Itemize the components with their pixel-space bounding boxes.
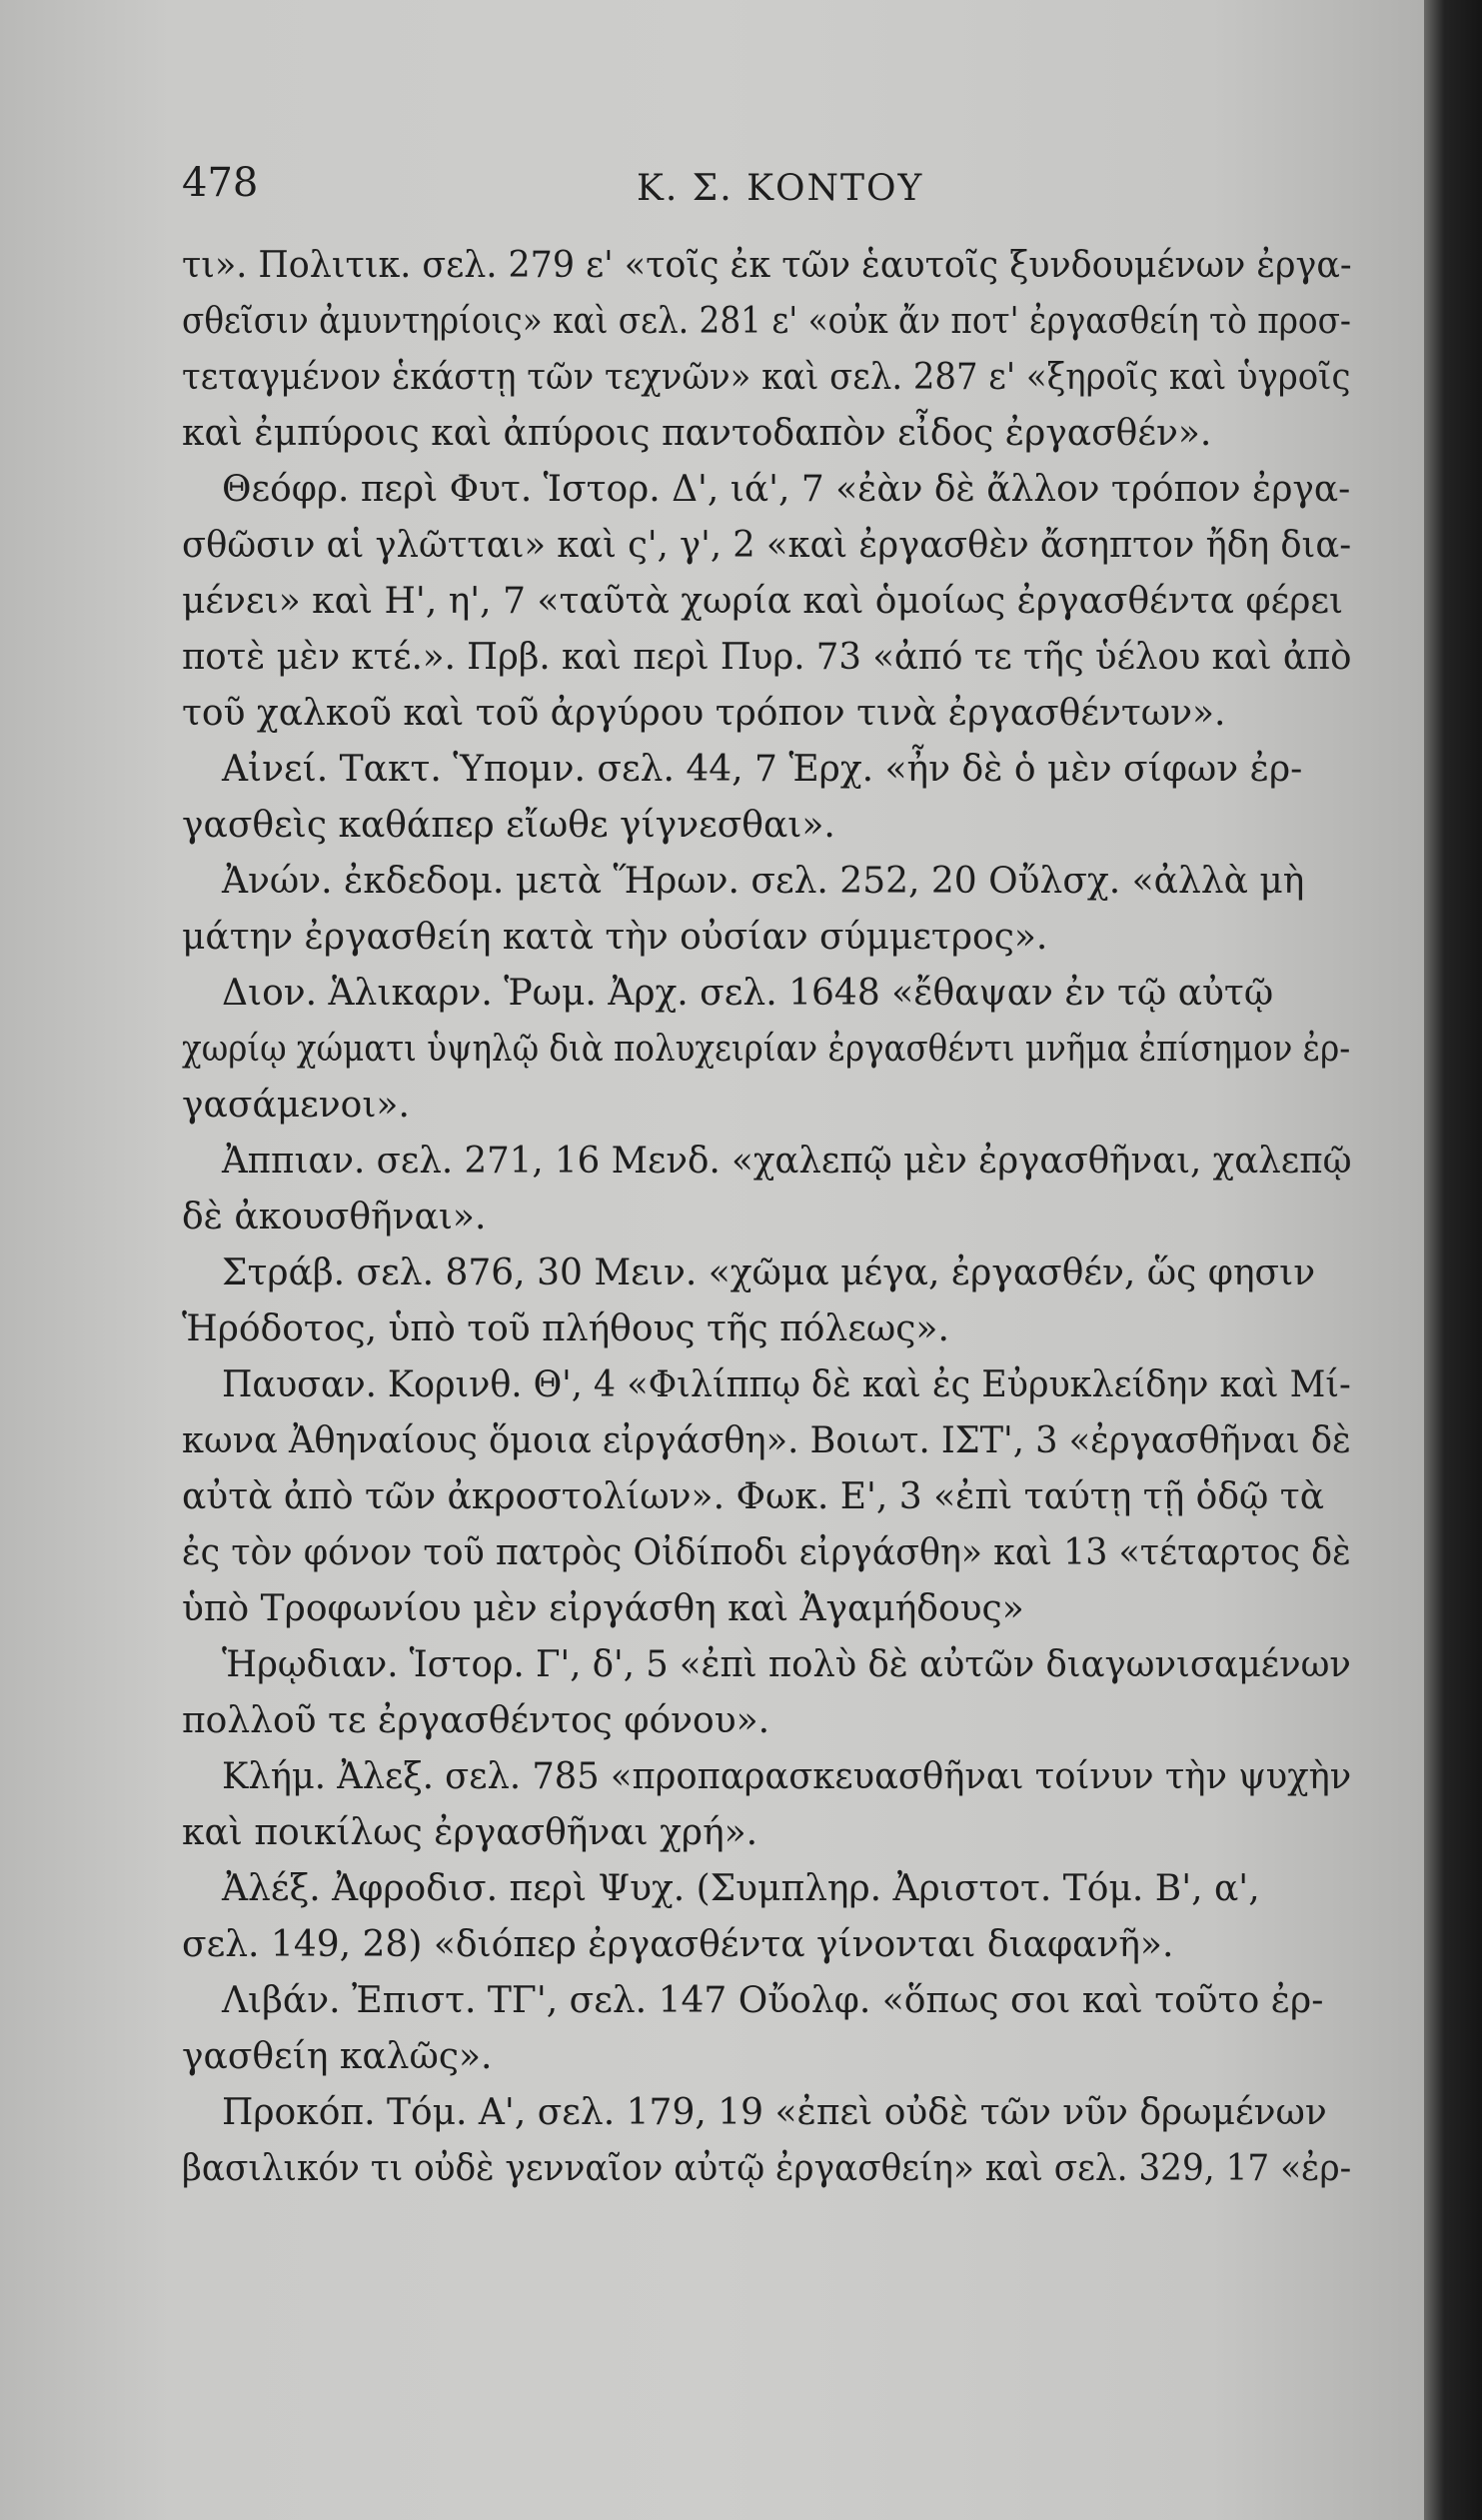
text-line: ὑπὸ Τροφωνίου μὲν εἰργάσθη καὶ Ἀγαμήδους» <box>182 1588 1024 1629</box>
text-line: σελ. 149, 28) «διόπερ ἐργασθέντα γίνονται διαφανῆ». <box>182 1924 1174 1965</box>
text-line: ἐς τὸν φόνον τοῦ πατρὸς Οἰδίποδι εἰργάσθη» καὶ 13 «τέταρτος δὲ <box>182 1532 1351 1573</box>
text-line: σθεῖσιν ἀμυντηρίοις» καὶ σελ. 281 ε' «οὐκ ἄν ποτ' ἐργασθείη τὸ προσ- <box>182 301 1351 342</box>
page-number: 478 <box>182 160 259 206</box>
text-line: γασάμενοι». <box>182 1085 410 1126</box>
text-line: Ἀνών. ἐκδεδομ. μετὰ Ἥρων. σελ. 252, 20 Οὔλσχ. «ἀλλὰ μὴ <box>222 861 1305 902</box>
text-line: βασιλικόν τι οὐδὲ γενναῖον αὐτῷ ἐργασθείη» καὶ σελ. 329, 17 «ἐρ- <box>182 2148 1352 2189</box>
text-line: Στράβ. σελ. 876, 30 Μειν. «χῶμα μέγα, ἐργασθέν, ὥς φησιν <box>222 1253 1316 1293</box>
text-line: γασθείη καλῶς». <box>182 2036 493 2077</box>
text-line: μένει» καὶ Η', η', 7 «ταῦτὰ χωρία καὶ ὁμοίως ἐργασθέντα φέρει <box>182 581 1344 622</box>
text-line: Κλήμ. Ἀλεξ. σελ. 785 «προπαρασκευασθῆναι τοίνυν τὴν ψυχὴν <box>222 1756 1352 1797</box>
text-line: Ἡρόδοτος, ὑπὸ τοῦ πλήθους τῆς πόλεως». <box>182 1308 949 1349</box>
text-line: γασθεὶς καθάπερ εἴωθε γίγνεσθαι». <box>182 805 835 846</box>
text-line: σθῶσιν αἱ γλῶτται» καὶ ς', γ', 2 «καὶ ἐργασθὲν ἄσηπτον ἤδη δια- <box>182 525 1352 566</box>
text-line: τοῦ χαλκοῦ καὶ τοῦ ἀργύρου τρόπον τινὰ ἐργασθέντων». <box>182 693 1226 734</box>
text-line: Θεόφρ. περὶ Φυτ. Ἱστορ. Δ', ιά', 7 «ἐὰν δὲ ἄλλον τρόπον ἐργα- <box>222 469 1351 510</box>
page-header <box>182 160 1261 220</box>
text-line: μάτην ἐργασθείη κατὰ τὴν οὐσίαν σύμμετρος». <box>182 917 1048 958</box>
text-line: χωρίῳ χώματι ὑψηλῷ διὰ πολυχειρίαν ἐργασθέντι μνῆμα ἐπίσημον ἐρ- <box>182 1029 1351 1070</box>
running-head: Κ. Σ. ΚΟΝΤΟΥ <box>637 168 924 209</box>
text-line: τεταγμένον ἑκάστῃ τῶν τεχνῶν» καὶ σελ. 287 ε' «ξηροῖς καὶ ὑγροῖς <box>182 357 1351 398</box>
text-line: καὶ ἐμπύροις καὶ ἀπύροις παντοδαπὸν εἶδος ἐργασθέν». <box>182 413 1212 454</box>
text-line: δὲ ἀκουσθῆναι». <box>182 1197 487 1238</box>
text-line: Διον. Ἁλικαρν. Ῥωμ. Ἀρχ. σελ. 1648 «ἔθαψαν ἐν τῷ αὐτῷ <box>222 973 1274 1014</box>
text-line: ποτὲ μὲν κτέ.». Πρβ. καὶ περὶ Πυρ. 73 «ἀπό τε τῆς ὑέλου καὶ ἀπὸ <box>182 637 1352 678</box>
text-line: Παυσαν. Κορινθ. Θ', 4 «Φιλίππῳ δὲ καὶ ἐς Εὐρυκλείδην καὶ Μί- <box>222 1364 1351 1405</box>
text-line: Ἡρῳδιαν. Ἱστορ. Γ', δ', 5 «ἐπὶ πολὺ δὲ αὐτῶν διαγωνισαμένων <box>222 1644 1351 1685</box>
text-line: Ἀππιαν. σελ. 271, 16 Μενδ. «χαλεπῷ μὲν ἐργασθῆναι, χαλεπῷ <box>222 1141 1352 1182</box>
book-binding-shadow <box>1424 0 1482 2520</box>
text-line: Λιβάν. Ἐπιστ. ΤΓ', σελ. 147 Οὔολφ. «ὅπως σοι καὶ τοῦτο ἐρ- <box>222 1980 1324 2021</box>
text-line: Αἰνεί. Τακτ. Ὑπομν. σελ. 44, 7 Ἑρχ. «ἦν δὲ ὁ μὲν σίφων ἐρ- <box>222 749 1303 790</box>
body-text <box>182 240 1351 2439</box>
text-line: κωνα Ἀθηναίους ὅμοια εἰργάσθη». Βοιωτ. ΙΣΤ', 3 «ἐργασθῆναι δὲ <box>182 1420 1351 1461</box>
text-line: Ἀλέξ. Ἀφροδισ. περὶ Ψυχ. (Συμπληρ. Ἀριστοτ. Τόμ. Β', α', <box>222 1868 1260 1909</box>
text-line: καὶ ποικίλως ἐργασθῆναι χρή». <box>182 1812 758 1853</box>
text-line: Προκόπ. Τόμ. Α', σελ. 179, 19 «ἐπεὶ οὐδὲ τῶν νῦν δρωμένων <box>222 2092 1327 2133</box>
text-line: τι». Πολιτικ. σελ. 279 ε' «τοῖς ἐκ τῶν ἑαυτοῖς ξυνδουμένων ἐργα- <box>182 245 1352 286</box>
text-line: αὐτὰ ἀπὸ τῶν ἀκροστολίων». Φωκ. Ε', 3 «ἐπὶ ταύτῃ τῇ ὁδῷ τὰ <box>182 1476 1325 1517</box>
text-line: πολλοῦ τε ἐργασθέντος φόνου». <box>182 1700 770 1741</box>
